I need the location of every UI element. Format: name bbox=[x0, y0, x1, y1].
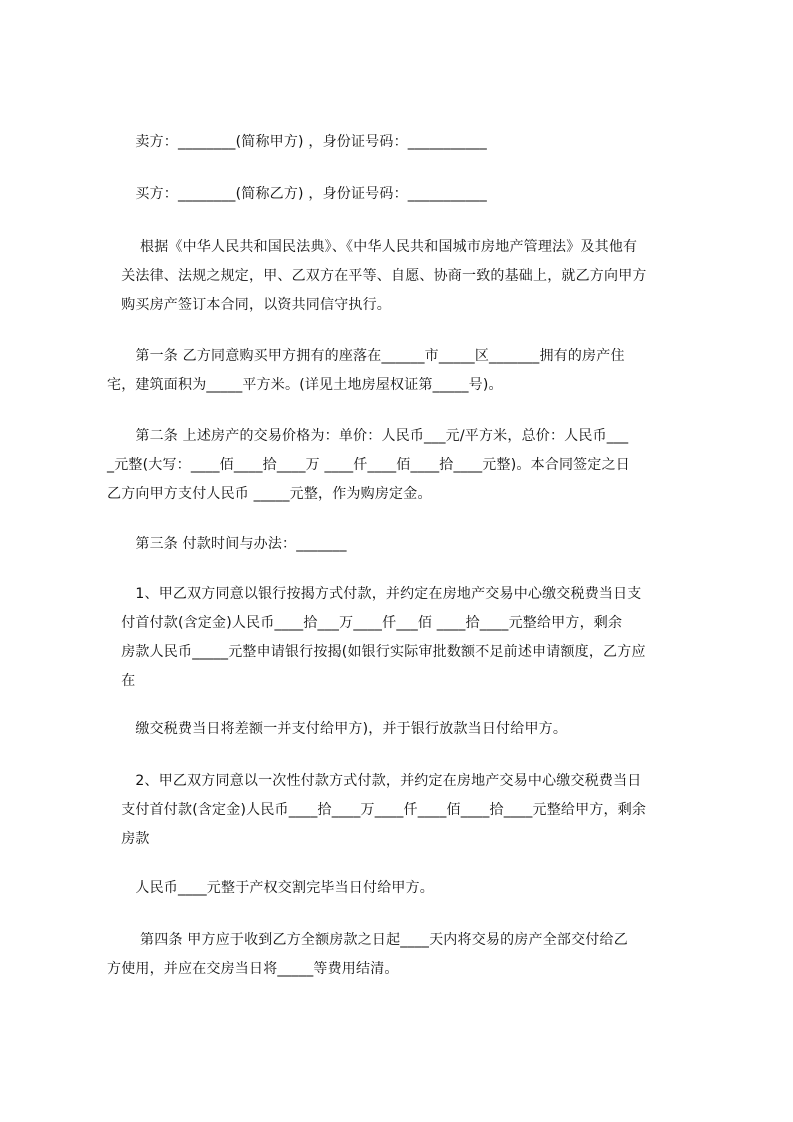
preamble-line-3: 购买房产签订本合同，以资共同信守执行。 bbox=[107, 297, 391, 313]
article-4-line-2: 方使用，并应在交房当日将_____等费用结清。 bbox=[107, 961, 399, 977]
article-1-line-1: 第一条 乙方同意购买甲方拥有的座落在______市_____区_______拥有的房产住 bbox=[107, 348, 625, 364]
preamble-line-2: 关法律、法规之规定，甲、乙双方在平等、自愿、协商一致的基础上，就乙方向甲方 bbox=[107, 268, 647, 284]
seller-line: 卖方：________(简称甲方) ，身份证号码：___________ bbox=[107, 134, 487, 150]
article-2-line-2: _元整(大写：____佰____拾____万 ____仟____佰____拾____元整)。本合同签定之日 bbox=[107, 457, 630, 473]
preamble-line-1: 根据《中华人民共和国民法典》、《中华人民共和国城市房地产管理法》及其他有 bbox=[107, 239, 638, 255]
article-3-heading: 第三条 付款时间与办法：_______ bbox=[107, 536, 347, 552]
payment-option-1-line-3: 房款人民币_____元整申请银行按揭(如银行实际审批数额不足前述申请额度，乙方应 bbox=[107, 644, 646, 660]
article-2-line-3: 乙方向甲方支付人民币 _____元整，作为购房定金。 bbox=[107, 486, 432, 502]
payment-option-1-line-1: 1、甲乙双方同意以银行按揭方式付款，并约定在房地产交易中心缴交税费当日支 bbox=[107, 586, 642, 602]
payment-option-2-line-1: 2、甲乙双方同意以一次性付款方式付款，并约定在房地产交易中心缴交税费当日 bbox=[107, 773, 642, 789]
payment-option-2-line-3: 房款 bbox=[107, 831, 150, 847]
payment-option-1-line-4: 在 bbox=[107, 673, 136, 689]
article-4-line-1: 第四条 甲方应于收到乙方全额房款之日起____天内将交易的房产全部交付给乙 bbox=[107, 932, 628, 948]
buyer-line: 买方：________(简称乙方) ，身份证号码：___________ bbox=[107, 186, 487, 202]
payment-option-2-line-2: 支付首付款(含定金)人民币____拾____万____仟____佰____拾____元整给甲方，剩余 bbox=[107, 802, 647, 818]
payment-option-1-continuation: 缴交税费当日将差额一并支付给甲方)，并于银行放款当日付给甲方。 bbox=[107, 721, 568, 737]
payment-option-1-line-2: 付首付款(含定金)人民币____拾___万____仟___佰 ____拾____元整给甲方，剩余 bbox=[107, 615, 623, 631]
article-2-line-1: 第二条 上述房产的交易价格为：单价：人民币___元/平方米，总价：人民币___ bbox=[107, 428, 629, 444]
article-1-line-2: 宅，建筑面积为_____平方米。(详见土地房屋权证第_____号)。 bbox=[107, 377, 503, 393]
payment-option-2-continuation: 人民币____元整于产权交割完毕当日付给甲方。 bbox=[107, 880, 434, 896]
